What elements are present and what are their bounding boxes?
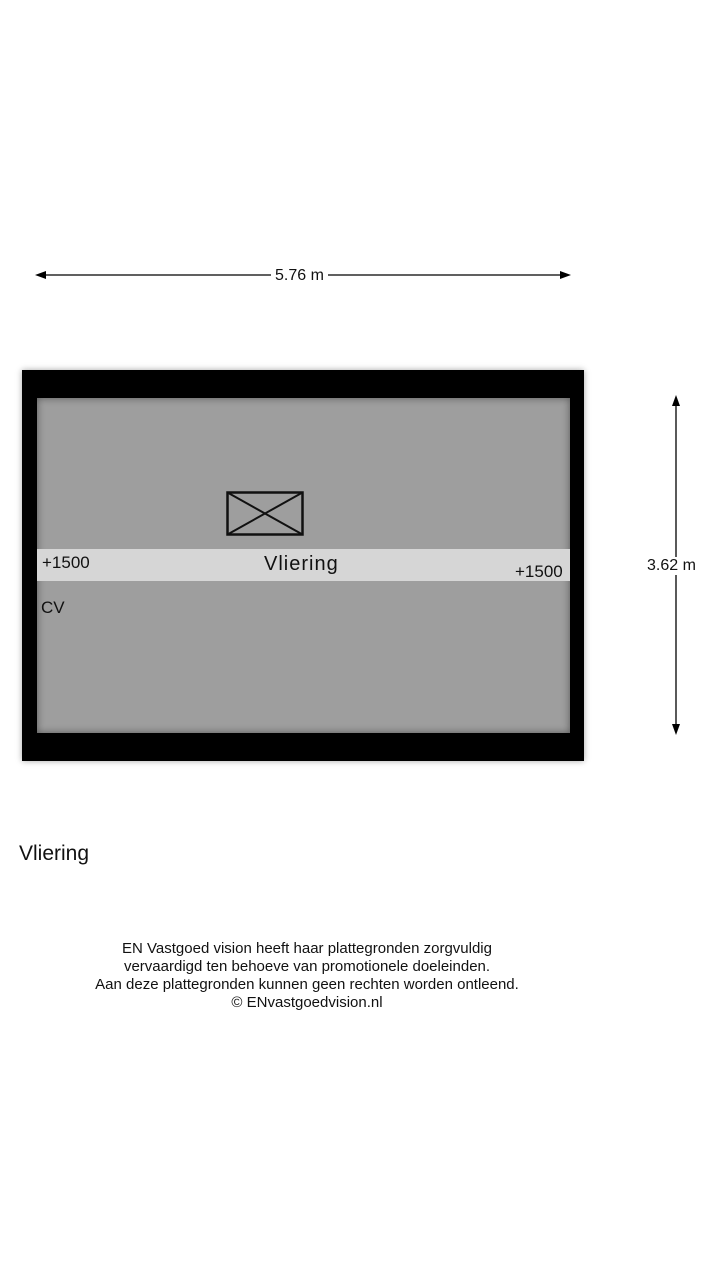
height-dimension-label: 3.62 m <box>647 557 696 574</box>
disclaimer-line: EN Vastgoed vision heeft haar plattegronden zorgvuldig <box>122 940 492 957</box>
attic-hatch-icon <box>226 491 304 537</box>
cv-label: CV <box>41 598 65 617</box>
disclaimer-line: vervaardigd ten behoeve van promotionele doeleinden. <box>123 958 491 975</box>
height-marker-right: +1500 <box>515 562 563 581</box>
height-marker-left: +1500 <box>42 553 90 572</box>
disclaimer <box>0 940 614 1012</box>
disclaimer-line: Aan deze plattegronden kunnen geen rechten worden ontleend. <box>95 976 519 993</box>
room-name-label: Vliering <box>264 553 339 575</box>
floor-title: Vliering <box>19 842 90 865</box>
copyright-line: © ENvastgoedvision.nl <box>231 994 383 1011</box>
width-dimension-label: 5.76 m <box>271 267 328 285</box>
